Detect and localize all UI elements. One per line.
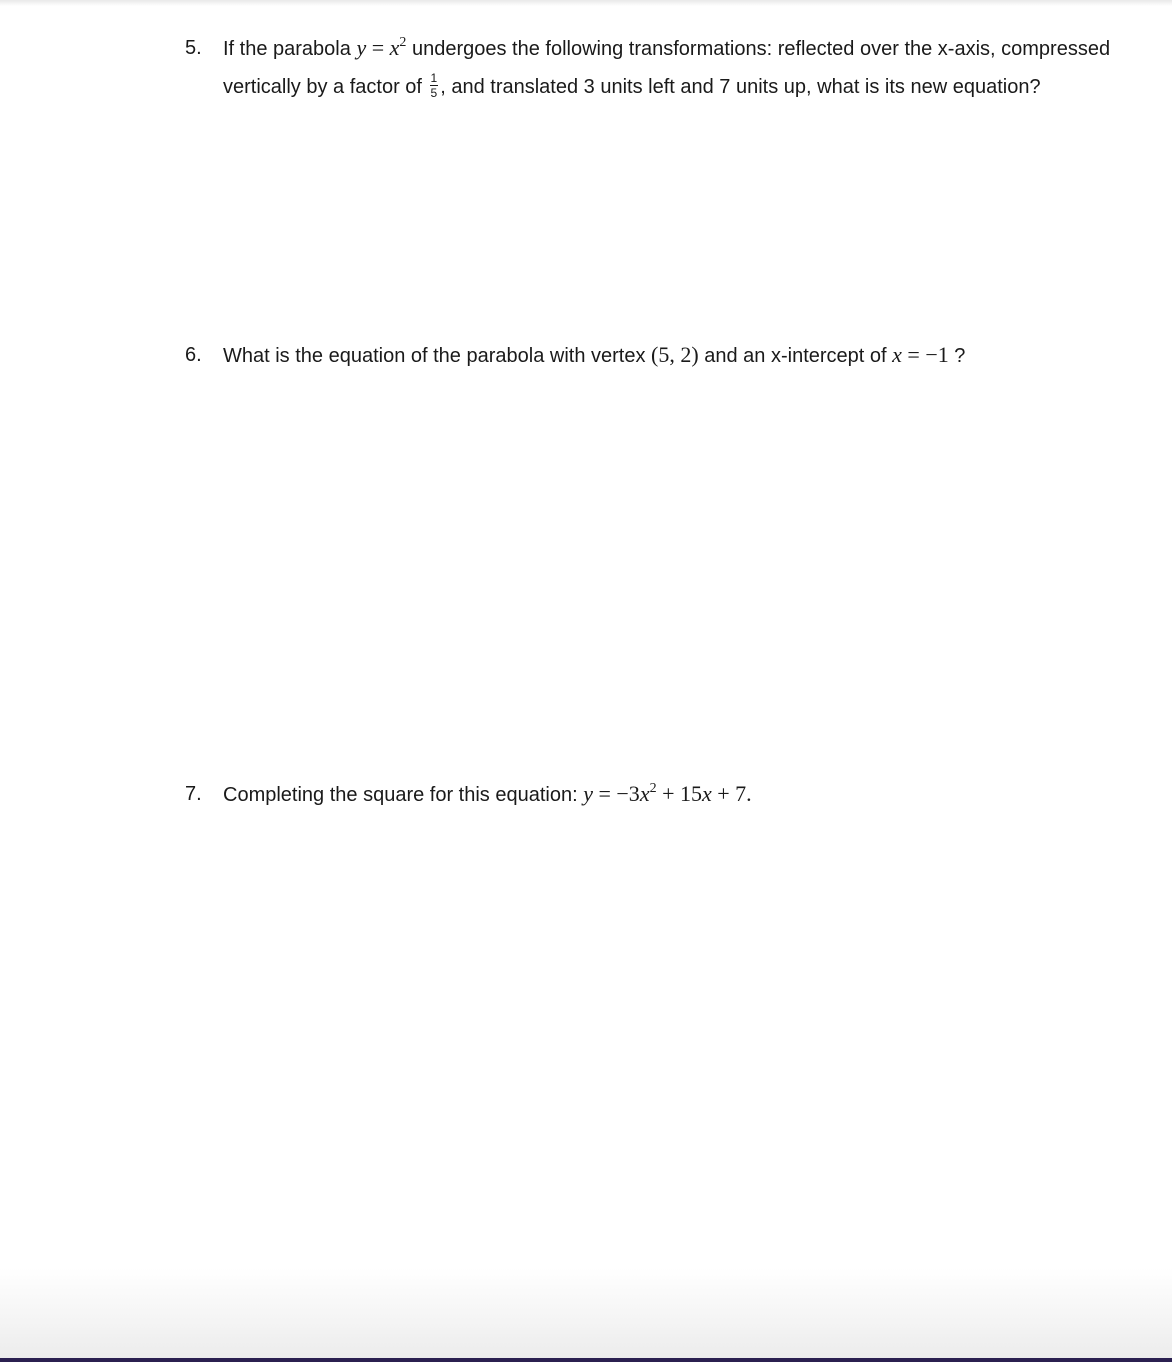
math-equation bbox=[583, 781, 751, 806]
question-text-part: and an x-intercept of bbox=[698, 345, 893, 367]
math-var: x bbox=[702, 781, 712, 806]
math-exponent: 2 bbox=[649, 781, 657, 796]
top-edge bbox=[0, 0, 1172, 6]
page-bottom-shadow bbox=[0, 1268, 1172, 1360]
math-var: y bbox=[583, 781, 593, 806]
question-text-part: ? bbox=[948, 345, 966, 367]
math-op: + 7. bbox=[711, 781, 752, 806]
bottom-border bbox=[0, 1358, 1172, 1362]
math-var: x bbox=[892, 342, 902, 367]
question-6 bbox=[185, 336, 1145, 375]
question-text-part: If the parabola bbox=[223, 38, 357, 60]
math-var: y bbox=[356, 35, 367, 60]
question-text-part: undergoes the following transformations: reflected over the x-axis, compressed vertically by a factor of bbox=[223, 38, 1111, 98]
math-op: = bbox=[366, 35, 390, 60]
math-op: = −3 bbox=[592, 781, 640, 806]
math-equation bbox=[892, 342, 949, 367]
question-text-part: What is the equation of the parabola with vertex bbox=[223, 345, 652, 367]
question-text-part: Completing the square for this equation: bbox=[223, 784, 584, 806]
question-text bbox=[223, 336, 1145, 375]
math-op: = −1 bbox=[901, 342, 949, 367]
question-number: 5. bbox=[185, 37, 202, 59]
question-text bbox=[223, 775, 1145, 814]
math-var: x bbox=[389, 35, 400, 60]
math-equation bbox=[356, 35, 406, 60]
question-5 bbox=[185, 29, 1145, 106]
math-vertex: (5, 2) bbox=[651, 342, 699, 367]
question-7 bbox=[185, 775, 1145, 814]
math-op: + 15 bbox=[656, 781, 702, 806]
fraction bbox=[430, 72, 439, 99]
math-exponent: 2 bbox=[399, 35, 407, 50]
question-text bbox=[223, 29, 1145, 106]
question-number: 7. bbox=[185, 783, 202, 805]
question-number: 6. bbox=[185, 344, 202, 366]
fraction-numerator: 1 bbox=[430, 71, 438, 86]
math-var: x bbox=[639, 781, 650, 806]
fraction-denominator: 5 bbox=[430, 86, 438, 101]
question-text-part: , and translated 3 units left and 7 units up, what is its new equation? bbox=[440, 76, 1041, 98]
